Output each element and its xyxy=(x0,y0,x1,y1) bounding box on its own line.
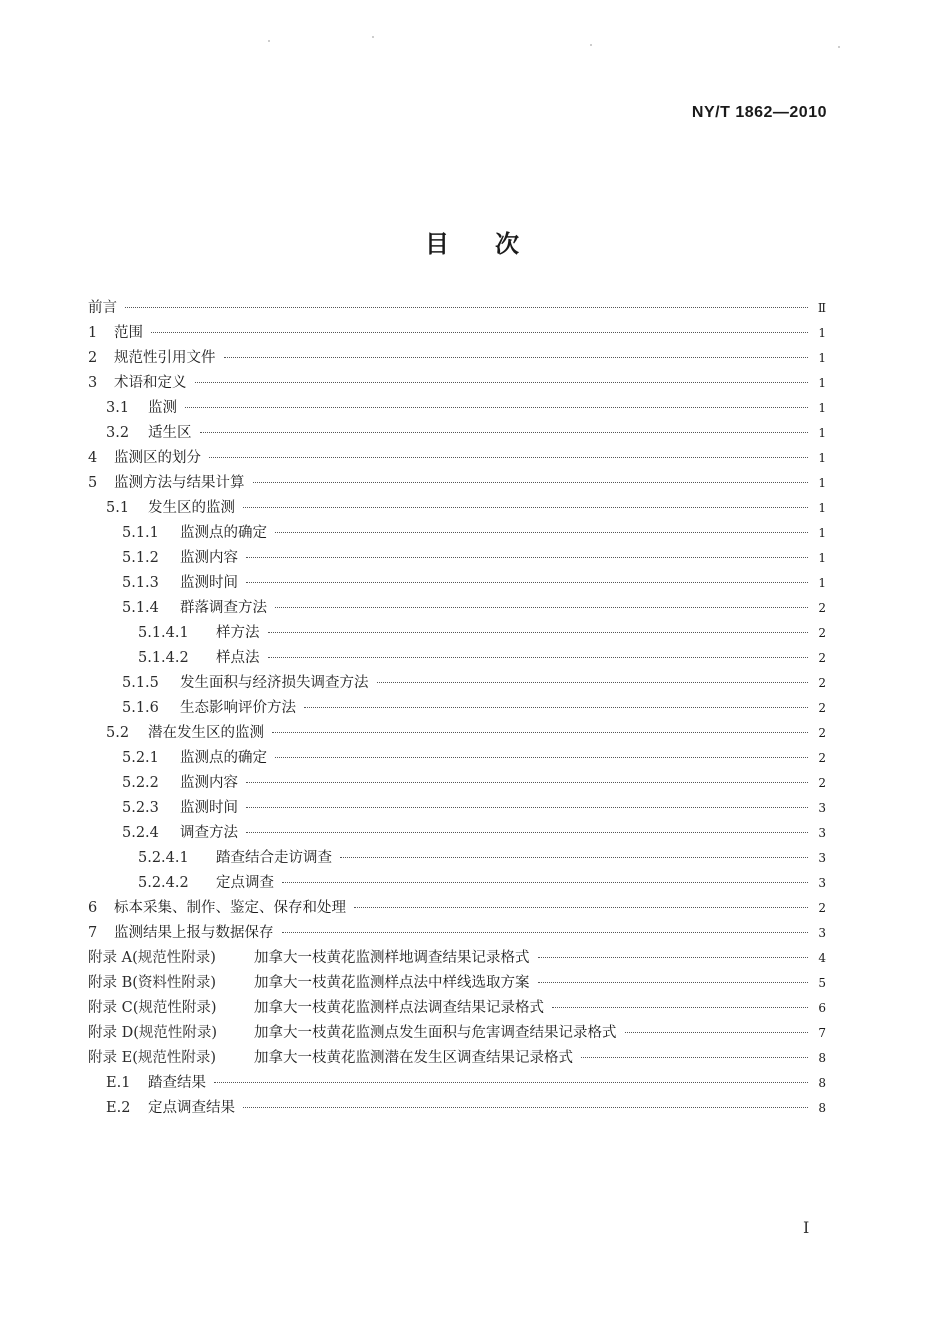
toc-entry-number: 7 xyxy=(88,925,98,941)
toc-entry-page: 2 xyxy=(818,626,826,640)
toc-entry-number: 5.2.1 xyxy=(122,750,159,766)
toc-entry-label: 定点调查 xyxy=(216,875,274,891)
dot-leader xyxy=(552,1007,808,1008)
toc-entry[interactable] xyxy=(88,521,826,546)
toc-entry-label: 监测 xyxy=(148,400,177,416)
toc-entry-label: 样方法 xyxy=(216,625,260,641)
dot-leader xyxy=(304,707,808,708)
toc-entry-number: 5.1 xyxy=(106,500,130,516)
dot-leader xyxy=(625,1032,809,1033)
toc-entry-page: 2 xyxy=(818,901,826,915)
dot-leader xyxy=(538,957,809,958)
toc-entry-number: 3 xyxy=(88,375,98,391)
toc-entry-page: 8 xyxy=(818,1051,826,1065)
toc-entry-number: 3.2 xyxy=(106,425,130,441)
toc-entry[interactable] xyxy=(88,1021,826,1046)
toc-entry-page: Ⅱ xyxy=(817,301,826,315)
dot-leader xyxy=(275,607,808,608)
toc-entry-label: 踏查结果 xyxy=(148,1075,206,1091)
toc-entry-number: 1 xyxy=(88,325,98,341)
dot-leader xyxy=(275,757,808,758)
toc-entry[interactable] xyxy=(88,471,826,496)
toc-entry[interactable] xyxy=(88,671,826,696)
toc-entry-label: 发生区的监测 xyxy=(148,500,235,516)
toc-entry-page: 3 xyxy=(818,826,826,840)
toc-entry-label: 术语和定义 xyxy=(114,375,187,391)
toc-entry-label: 发生面积与经济损失调查方法 xyxy=(180,675,369,691)
dot-leader xyxy=(538,982,809,983)
toc-entry[interactable] xyxy=(88,921,826,946)
dot-leader xyxy=(246,782,808,783)
toc-entry-number: 附录 E(规范性附录) xyxy=(88,1050,217,1066)
toc-entry-page: 1 xyxy=(818,551,826,565)
dot-leader xyxy=(272,732,808,733)
toc-entry[interactable] xyxy=(88,721,826,746)
toc-entry-page: 3 xyxy=(818,801,826,815)
dot-leader xyxy=(224,357,809,358)
toc-entry-label: 加拿大一枝黄花监测潜在发生区调查结果记录格式 xyxy=(254,1050,573,1066)
toc-entry-page: 8 xyxy=(818,1101,826,1115)
toc-entry-number: 5.1.5 xyxy=(122,675,159,691)
toc-entry-label: 潜在发生区的监测 xyxy=(148,725,264,741)
toc-entry[interactable] xyxy=(88,996,826,1021)
toc-entry-page: 3 xyxy=(818,926,826,940)
toc-entry-page: 2 xyxy=(818,776,826,790)
toc-entry-number: 5.1.6 xyxy=(122,700,159,716)
dot-leader xyxy=(268,632,809,633)
dot-leader xyxy=(246,832,808,833)
toc-entry-page: 1 xyxy=(818,526,826,540)
toc-entry-label: 加拿大一枝黄花监测点发生面积与危害调查结果记录格式 xyxy=(254,1025,617,1041)
toc-entry[interactable] xyxy=(88,396,826,421)
toc-entry-label: 加拿大一枝黄花监测样点法调查结果记录格式 xyxy=(254,1000,544,1016)
standard-code: NY/T 1862—2010 xyxy=(691,104,827,121)
dot-leader xyxy=(195,382,809,383)
toc-entry[interactable] xyxy=(88,296,826,321)
toc-entry[interactable] xyxy=(88,346,826,371)
dot-leader xyxy=(354,907,808,908)
toc-entry[interactable] xyxy=(88,946,826,971)
toc-entry-number: 5.1.1 xyxy=(122,525,159,541)
toc-entry-page: 1 xyxy=(818,451,826,465)
toc-entry-number: 5.2.3 xyxy=(122,800,159,816)
toc-entry[interactable] xyxy=(88,646,826,671)
dot-leader xyxy=(246,582,808,583)
toc-entry-page: 6 xyxy=(818,1001,826,1015)
toc-entry[interactable] xyxy=(88,571,826,596)
dot-leader xyxy=(151,332,808,333)
toc-entry[interactable] xyxy=(88,596,826,621)
toc-entry-number: 5.2.4.2 xyxy=(138,875,189,891)
toc-entry[interactable] xyxy=(88,421,826,446)
toc-entry[interactable] xyxy=(88,546,826,571)
dot-leader xyxy=(268,657,809,658)
dot-leader xyxy=(243,507,808,508)
toc-entry-page: 2 xyxy=(818,726,826,740)
toc-entry-page: 1 xyxy=(818,351,826,365)
toc-entry-page: 1 xyxy=(818,476,826,490)
toc-entry-label: 监测区的划分 xyxy=(114,450,201,466)
dot-leader xyxy=(275,532,808,533)
toc-entry[interactable] xyxy=(88,371,826,396)
toc-entry-label: 监测内容 xyxy=(180,550,238,566)
toc-entry-page: 1 xyxy=(818,426,826,440)
toc-entry-label: 生态影响评价方法 xyxy=(180,700,296,716)
toc-entry-label: 加拿大一枝黄花监测样地调查结果记录格式 xyxy=(254,950,530,966)
toc-entry-number: E.2 xyxy=(106,1100,131,1116)
toc-entry-page: 5 xyxy=(818,976,826,990)
toc-entry-label: 监测方法与结果计算 xyxy=(114,475,245,491)
toc-entry-number: 5.2.4.1 xyxy=(138,850,189,866)
toc-entry-number: 6 xyxy=(88,900,98,916)
toc-entry[interactable] xyxy=(88,771,826,796)
toc-entry-page: 2 xyxy=(818,651,826,665)
toc-entry-page: 1 xyxy=(818,376,826,390)
toc-entry-number: 5 xyxy=(88,475,98,491)
scan-artifact xyxy=(268,40,270,42)
toc-entry-label: 监测时间 xyxy=(180,575,238,591)
dot-leader xyxy=(581,1057,808,1058)
dot-leader xyxy=(282,932,809,933)
toc-entry-page: 1 xyxy=(818,576,826,590)
toc-entry-page: 3 xyxy=(818,851,826,865)
toc-entry[interactable] xyxy=(88,796,826,821)
toc-entry-number: 5.2.2 xyxy=(122,775,159,791)
toc-entry-number: 5.1.4.1 xyxy=(138,625,189,641)
toc-entry-page: 2 xyxy=(818,701,826,715)
toc-entry-page: 2 xyxy=(818,601,826,615)
toc-entry[interactable] xyxy=(88,846,826,871)
toc-entry-number: 5.1.3 xyxy=(122,575,159,591)
toc-entry-number: E.1 xyxy=(106,1075,131,1091)
toc-entry-label: 前言 xyxy=(88,300,117,316)
table-of-contents xyxy=(88,296,826,1121)
toc-entry-number: 附录 C(规范性附录) xyxy=(88,1000,217,1016)
toc-entry-number: 5.2 xyxy=(106,725,130,741)
toc-entry-number: 附录 B(资料性附录) xyxy=(88,975,217,991)
dot-leader xyxy=(377,682,809,683)
toc-entry-label: 踏查结合走访调查 xyxy=(216,850,332,866)
toc-entry[interactable] xyxy=(88,971,826,996)
toc-entry-page: 4 xyxy=(818,951,826,965)
dot-leader xyxy=(185,407,808,408)
toc-entry[interactable] xyxy=(88,621,826,646)
toc-entry[interactable] xyxy=(88,1096,826,1121)
toc-entry[interactable] xyxy=(88,321,826,346)
toc-entry-number: 附录 D(规范性附录) xyxy=(88,1025,218,1041)
page-number: Ⅰ xyxy=(803,1218,810,1237)
dot-leader xyxy=(282,882,808,883)
toc-entry-label: 监测内容 xyxy=(180,775,238,791)
toc-entry[interactable] xyxy=(88,896,826,921)
dot-leader xyxy=(209,457,808,458)
dot-leader xyxy=(200,432,809,433)
toc-entry-page: 2 xyxy=(818,676,826,690)
toc-entry[interactable] xyxy=(88,821,826,846)
toc-entry[interactable] xyxy=(88,696,826,721)
toc-entry[interactable] xyxy=(88,446,826,471)
toc-entry-label: 监测时间 xyxy=(180,800,238,816)
toc-entry-label: 监测点的确定 xyxy=(180,750,267,766)
dot-leader xyxy=(214,1082,808,1083)
toc-entry-number: 5.1.4 xyxy=(122,600,159,616)
toc-entry-number: 3.1 xyxy=(106,400,130,416)
scan-artifact xyxy=(590,44,592,46)
toc-entry-label: 加拿大一枝黄花监测样点法中样线选取方案 xyxy=(254,975,530,991)
dot-leader xyxy=(125,307,808,308)
toc-title: 目次 xyxy=(425,230,565,258)
toc-entry[interactable] xyxy=(88,746,826,771)
scan-artifact xyxy=(372,36,374,38)
dot-leader xyxy=(243,1107,808,1108)
dot-leader xyxy=(246,807,808,808)
toc-entry-number: 5.2.4 xyxy=(122,825,159,841)
toc-entry-label: 范围 xyxy=(114,325,143,341)
toc-entry-label: 规范性引用文件 xyxy=(114,350,216,366)
toc-entry-page: 1 xyxy=(818,326,826,340)
toc-entry-label: 定点调查结果 xyxy=(148,1100,235,1116)
toc-entry-page: 3 xyxy=(818,876,826,890)
toc-entry-number: 2 xyxy=(88,350,98,366)
dot-leader xyxy=(246,557,808,558)
toc-entry-page: 2 xyxy=(818,751,826,765)
toc-entry-number: 5.1.2 xyxy=(122,550,159,566)
toc-entry[interactable] xyxy=(88,871,826,896)
toc-entry-label: 调查方法 xyxy=(180,825,238,841)
toc-entry-label: 样点法 xyxy=(216,650,260,666)
toc-entry-label: 适生区 xyxy=(148,425,192,441)
toc-entry-page: 8 xyxy=(818,1076,826,1090)
dot-leader xyxy=(253,482,809,483)
toc-entry-page: 1 xyxy=(818,401,826,415)
toc-entry-label: 标本采集、制作、鉴定、保存和处理 xyxy=(114,900,346,916)
dot-leader xyxy=(340,857,808,858)
toc-entry-label: 群落调查方法 xyxy=(180,600,267,616)
toc-entry-page: 1 xyxy=(818,501,826,515)
toc-entry-label: 监测结果上报与数据保存 xyxy=(114,925,274,941)
scan-artifact xyxy=(838,46,840,48)
toc-entry-label: 监测点的确定 xyxy=(180,525,267,541)
toc-entry-number: 5.1.4.2 xyxy=(138,650,189,666)
toc-entry-number: 4 xyxy=(88,450,98,466)
toc-entry[interactable] xyxy=(88,1071,826,1096)
toc-entry-page: 7 xyxy=(818,1026,826,1040)
toc-entry-number: 附录 A(规范性附录) xyxy=(88,950,216,966)
toc-entry[interactable] xyxy=(88,1046,826,1071)
toc-entry[interactable] xyxy=(88,496,826,521)
